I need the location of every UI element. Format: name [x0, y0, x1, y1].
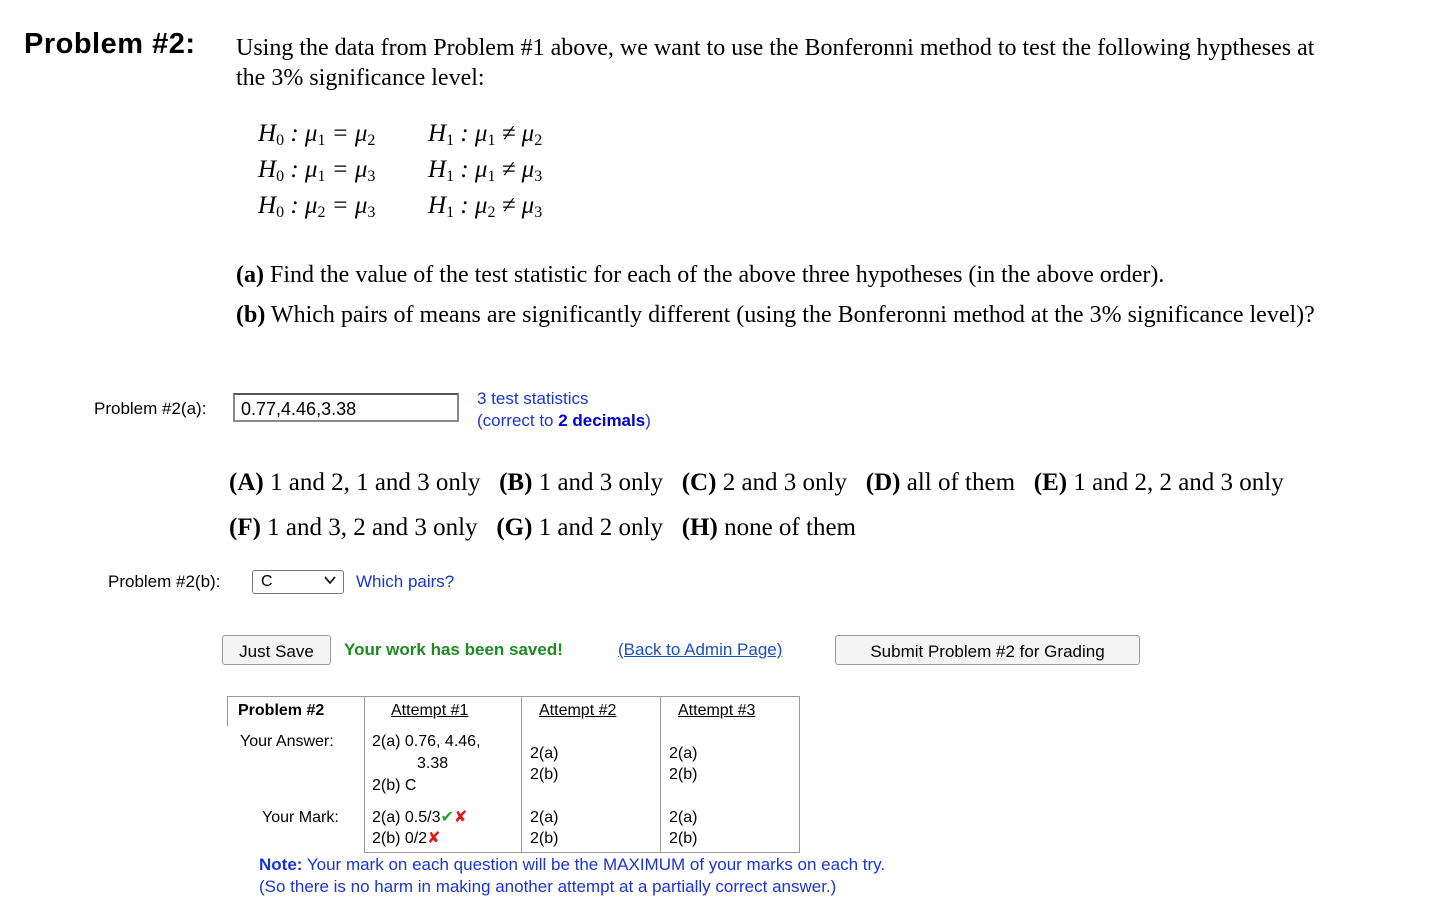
attempt-1-answer-a: 2(a) 0.76, 4.46,	[372, 733, 481, 750]
part-b-text: Which pairs of means are significantly different (using the Bonferonni method at the 3% significance level)?	[270, 302, 1315, 328]
hint-post: )	[645, 411, 651, 430]
cross-icon: ✘	[427, 830, 441, 847]
choice-a-text: 1 and 2, 1 and 3 only	[269, 469, 481, 496]
attempt-2-mark-a: 2(a)	[530, 809, 559, 826]
attempt-3-answer-b: 2(b)	[669, 766, 698, 783]
h1-1-text: $\mu_1 \ne \mu_2$	[474, 120, 543, 149]
which-pairs-hint: Which pairs?	[356, 572, 455, 591]
note-block	[259, 854, 885, 898]
check-icon: ✔	[440, 809, 454, 826]
answer-a-hint-line1: 3 test statistics	[477, 389, 589, 408]
choice-c-text: 2 and 3 only	[722, 469, 847, 496]
choice-h-key: (H)	[681, 514, 718, 541]
table-divider-2	[521, 696, 522, 853]
part-b-question	[236, 302, 1315, 329]
h0-2-text: $\mu_1 = \mu_3$	[304, 156, 376, 185]
choices-row-2	[229, 514, 856, 542]
attempt-2-answer-a: 2(a)	[530, 745, 559, 762]
choice-b-key: (B)	[499, 469, 533, 496]
table-border-top	[227, 696, 800, 697]
choice-c-key: (C)	[681, 469, 717, 496]
choice-g-key: (G)	[496, 514, 533, 541]
hypothesis-row-2-h0: $H_0$ : $\mu_1 = \mu_3$	[258, 156, 376, 185]
answer-b-select[interactable]	[252, 570, 344, 594]
answer-a-input[interactable]: 0.77,4.46,3.38	[233, 393, 459, 422]
choice-g-text: 1 and 2 only	[538, 514, 663, 541]
choice-d-key: (D)	[865, 469, 901, 496]
attempt-1-answer-b: 2(b) C	[372, 777, 417, 794]
table-border-left	[227, 696, 228, 726]
choice-a-key: (A)	[229, 469, 264, 496]
attempt-1-mark-a	[372, 807, 467, 829]
table-border-bottom	[364, 852, 800, 853]
attempt-2-mark-b: 2(b)	[530, 830, 559, 847]
choice-f-key: (F)	[229, 514, 261, 541]
choices-row-1	[229, 469, 1284, 497]
hint-pre: (correct to	[477, 411, 559, 430]
h1-3-text: $\mu_2 \ne \mu_3$	[474, 192, 543, 221]
choice-h-text: none of them	[724, 514, 856, 541]
hypothesis-row-3-h1: $H_1$ : $\mu_2 \ne \mu_3$	[428, 192, 543, 221]
table-border-right	[799, 696, 800, 853]
choice-f-text: 1 and 3, 2 and 3 only	[267, 514, 478, 541]
part-a-text: Find the value of the test statistic for each of the above three hypotheses (in the above order).	[269, 262, 1165, 288]
problem-statement	[236, 33, 1416, 93]
answer-b-label: Problem #2(b):	[108, 572, 221, 591]
tab-attempt-1[interactable]: Attempt #1	[391, 702, 469, 719]
tab-attempt-3[interactable]: Attempt #3	[678, 702, 756, 719]
hint-bold: 2 decimals	[558, 411, 646, 430]
note-line1	[259, 854, 885, 876]
note-line2: (So there is no harm in making another attempt at a partially correct answer.)	[259, 877, 837, 896]
tab-attempt-2[interactable]: Attempt #2	[539, 702, 617, 719]
problem-statement-line2: the 3% significance level:	[236, 65, 485, 91]
cross-icon: ✘	[453, 809, 468, 826]
your-answer-label: Your Answer:	[240, 733, 334, 750]
attempt-2-answer-b: 2(b)	[530, 766, 559, 783]
problem-heading: Problem #2:	[24, 28, 196, 60]
attempt-3-mark-a: 2(a)	[669, 809, 698, 826]
answer-b-selected-value: C	[261, 573, 273, 590]
chevron-down-icon	[323, 573, 337, 587]
part-a-question	[236, 262, 1164, 289]
table-divider-1	[364, 696, 365, 853]
note-label: Note:	[259, 855, 303, 874]
hypothesis-row-1-h0: $H_0$ : $\mu_1 = \mu_2$	[258, 120, 376, 149]
choice-e-key: (E)	[1033, 469, 1068, 496]
attempt-1-mark-b-text: 2(b) 0/2	[372, 830, 428, 847]
h0-1-text: $\mu_1 = \mu_2$	[304, 120, 376, 149]
attempt-1-answer-a-cont: 3.38	[417, 755, 449, 772]
attempt-3-answer-a: 2(a)	[669, 745, 698, 762]
submit-for-grading-button[interactable]: Submit Problem #2 for Grading	[835, 635, 1140, 665]
answer-a-hint-line2	[477, 410, 651, 432]
table-header-problem: Problem #2	[238, 702, 325, 719]
part-b-label: (b)	[236, 302, 266, 328]
choice-d-text: all of them	[906, 469, 1016, 496]
your-mark-label: Your Mark:	[262, 809, 339, 826]
h0-3-text: $\mu_2 = \mu_3$	[304, 192, 376, 221]
hypothesis-row-1-h1: $H_1$ : $\mu_1 \ne \mu_2$	[428, 120, 543, 149]
note-line1-text: Your mark on each question will be the MAXIMUM of your marks on each try.	[302, 855, 886, 874]
table-divider-3	[660, 696, 661, 853]
attempt-1-mark-a-text: 2(a) 0.5/3	[372, 809, 441, 826]
answer-a-hint	[477, 388, 651, 432]
part-a-label: (a)	[236, 262, 264, 288]
problem-statement-line1: Using the data from Problem #1 above, we want to use the Bonferonni method to test the following hyptheses at	[236, 35, 1315, 61]
choice-b-text: 1 and 3 only	[538, 469, 663, 496]
saved-message: Your work has been saved!	[344, 640, 563, 659]
choice-e-text: 1 and 2, 2 and 3 only	[1073, 469, 1284, 496]
answer-a-label: Problem #2(a):	[94, 399, 207, 418]
attempt-3-mark-b: 2(b)	[669, 830, 698, 847]
hypothesis-row-2-h1: $H_1$ : $\mu_1 \ne \mu_3$	[428, 156, 543, 185]
just-save-button[interactable]: Just Save	[222, 635, 331, 665]
h1-2-text: $\mu_1 \ne \mu_3$	[474, 156, 543, 185]
attempt-1-mark-b	[372, 828, 441, 850]
hypothesis-row-3-h0: $H_0$ : $\mu_2 = \mu_3$	[258, 192, 376, 221]
back-to-admin-link[interactable]: (Back to Admin Page)	[618, 640, 783, 659]
